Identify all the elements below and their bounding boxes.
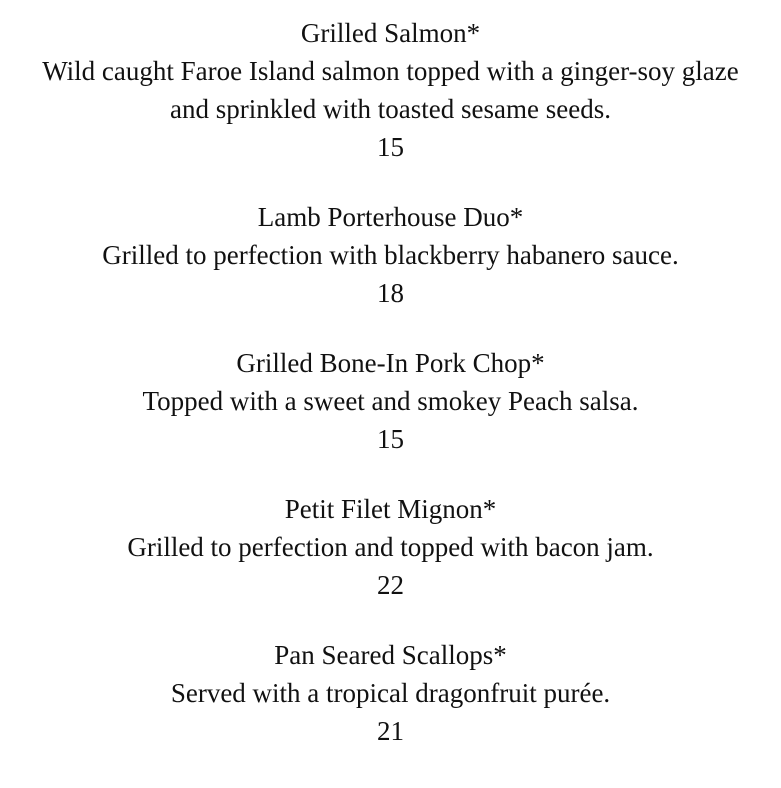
menu-item-petit-filet-mignon (0, 490, 781, 604)
item-price: 18 (377, 278, 404, 308)
item-name: Lamb Porterhouse Duo* (257, 202, 524, 232)
item-name: Petit Filet Mignon* (284, 494, 497, 524)
menu-item-lamb-porterhouse-duo (0, 198, 781, 312)
item-description: Served with a tropical dragonfruit purée. (170, 678, 611, 708)
item-description: Grilled to perfection with blackberry habanero sauce. (102, 240, 679, 270)
item-price: 15 (377, 132, 404, 162)
item-description: Wild caught Faroe Island salmon topped with a ginger-soy glaze and sprinkled with toasted sesame seeds. (42, 56, 739, 124)
item-price: 15 (377, 424, 404, 454)
item-description: Grilled to perfection and topped with bacon jam. (127, 532, 654, 562)
item-price: 21 (377, 716, 404, 746)
menu-item-pan-seared-scallops (0, 636, 781, 750)
item-name: Grilled Salmon* (300, 18, 481, 48)
menu-item-grilled-salmon (0, 14, 781, 166)
item-name: Pan Seared Scallops* (274, 640, 507, 670)
item-name: Grilled Bone-In Pork Chop* (236, 348, 545, 378)
item-price: 22 (377, 570, 404, 600)
menu-item-pork-chop (0, 344, 781, 458)
item-description: Topped with a sweet and smokey Peach salsa. (142, 386, 639, 416)
